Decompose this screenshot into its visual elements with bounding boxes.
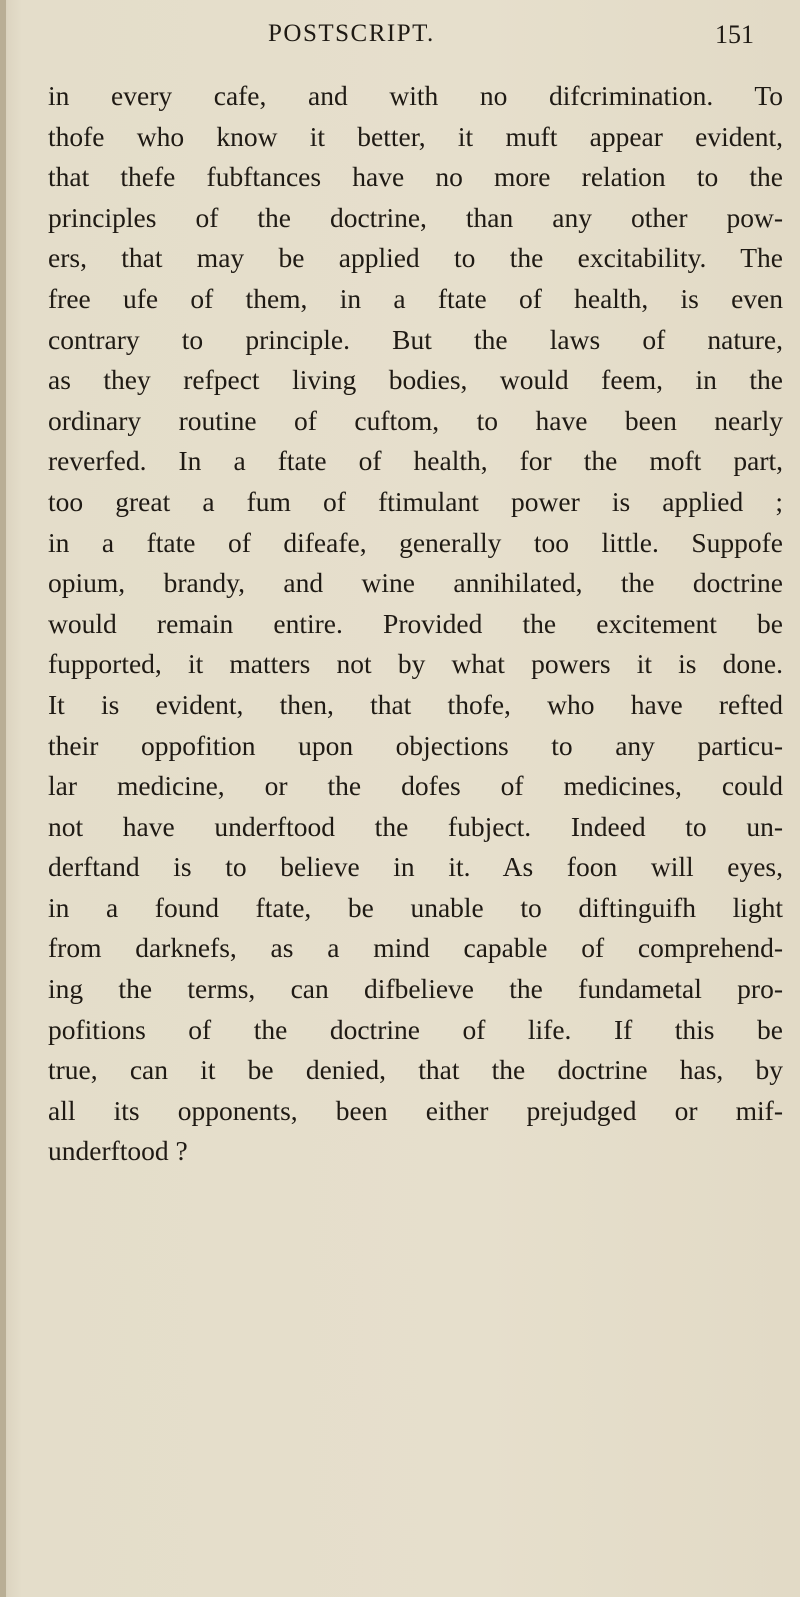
text-line: reverfed. In a ftate of health, for the moft part, <box>48 445 783 477</box>
text-line: free ufe of them, in a ftate of health, is even <box>48 282 783 314</box>
text-line: ordinary routine of cuftom, to have been nearly <box>48 404 783 436</box>
text-line: not have underftood the fubject. Indeed to un- <box>48 810 783 842</box>
text-line: all its opponents, been either prejudged or mif- <box>48 1094 783 1126</box>
binding-edge <box>0 0 6 1597</box>
text-line: in every cafe, and with no difcrimination. To <box>48 80 783 111</box>
text-line: lar medicine, or the dofes of medicines, could <box>48 770 783 802</box>
text-line: in a found ftate, be unable to diftinguifh light <box>48 891 783 923</box>
text-line: their oppofition upon objections to any particu- <box>48 729 783 761</box>
text-line: ers, that may be applied to the excitability. The <box>48 242 783 274</box>
text-line: true, can it be denied, that the doctrine has, by <box>48 1054 783 1086</box>
text-line: principles of the doctrine, than any other pow- <box>48 201 783 233</box>
text-line: too great a fum of ftimulant power is applied ; <box>48 485 783 517</box>
running-head <box>0 20 800 60</box>
text-line: in a ftate of difeafe, generally too little. Suppofe <box>48 526 783 558</box>
text-line: ing the terms, can difbelieve the fundametal pro- <box>48 973 783 1005</box>
text-line: fupported, it matters not by what powers it is done. <box>48 648 783 680</box>
text-line: It is evident, then, that thofe, who have refted <box>48 688 783 720</box>
running-title: POSTSCRIPT. <box>268 20 435 47</box>
text-line: that thefe fubftances have no more relation to the <box>48 161 783 193</box>
text-line: would remain entire. Provided the excitement be <box>48 607 783 639</box>
text-line: opium, brandy, and wine annihilated, the doctrine <box>48 567 783 599</box>
text-line: pofitions of the doctrine of life. If this be <box>48 1013 783 1045</box>
text-line: from darknefs, as a mind capable of comprehend- <box>48 932 783 964</box>
text-line: contrary to principle. But the laws of nature, <box>48 323 783 355</box>
text-line: thofe who know it better, it muft appear evident, <box>48 120 783 152</box>
text-line: underftood ? <box>48 1135 188 1167</box>
body-text <box>48 76 783 1172</box>
text-line: derftand is to believe in it. As foon will eyes, <box>48 851 783 883</box>
page-number: 151 <box>715 20 754 49</box>
text-line: as they refpect living bodies, would feem, in the <box>48 364 783 396</box>
